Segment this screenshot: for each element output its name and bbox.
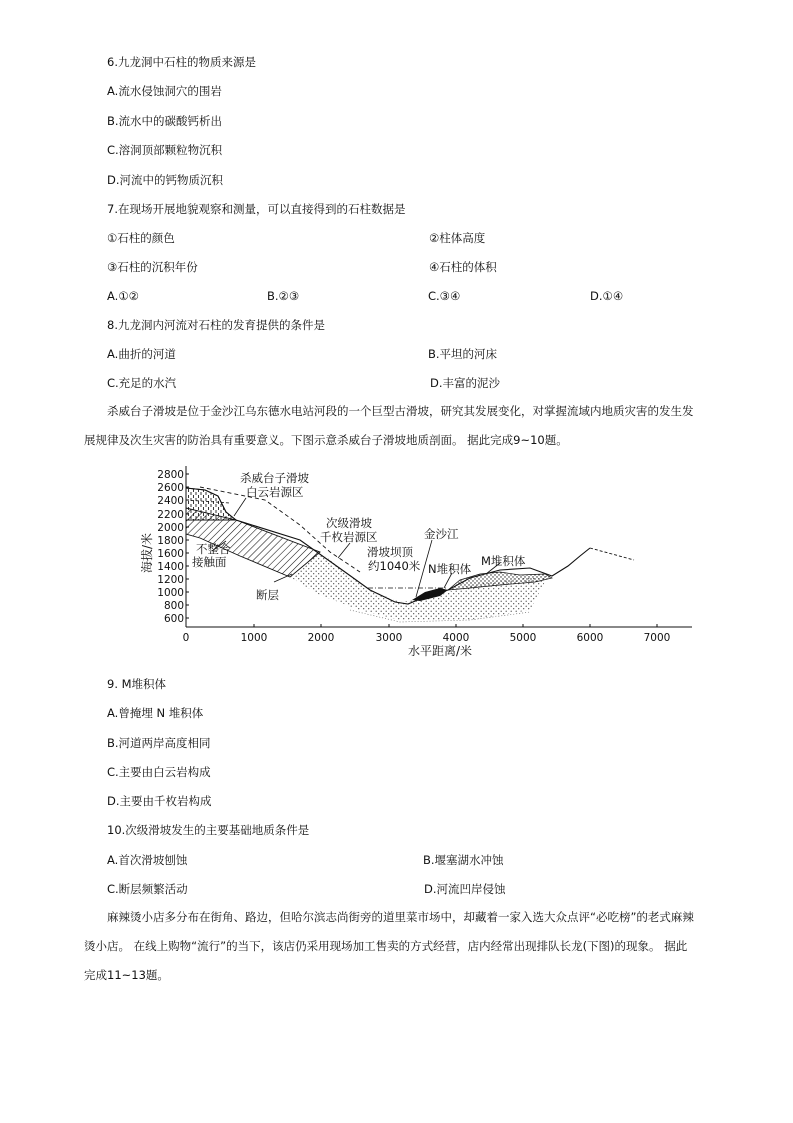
q9-stem: 9. M堆积体 xyxy=(107,677,167,691)
q9-option-c: C.主要由白云岩构成 xyxy=(107,765,211,779)
label-jinsha-river: 金沙江 xyxy=(424,527,459,541)
label-secondary-slide-l2: 千枚岩源区 xyxy=(320,530,378,544)
label-main-slide-l2: 白云岩源区 xyxy=(246,485,304,499)
x-axis-label: 水平距离/米 xyxy=(407,644,473,658)
q6-option-a: A.流水侵蚀洞穴的围岩 xyxy=(107,84,222,98)
label-m-deposit: M堆积体 xyxy=(481,554,526,568)
y-tick-label: 1400 xyxy=(157,561,184,573)
y-tick-label: 600 xyxy=(163,613,184,625)
y-tick-label: 800 xyxy=(163,600,184,612)
q9-option-b: B.河道两岸高度相同 xyxy=(107,736,211,750)
x-tick-label: 1000 xyxy=(240,632,268,644)
q10-option-d: D.河流凹岸侵蚀 xyxy=(424,882,506,896)
y-tick-label: 2000 xyxy=(157,522,184,534)
x-tick-label: 3000 xyxy=(375,632,403,644)
y-tick-label: 2200 xyxy=(157,509,184,521)
label-n-deposit: N堆积体 xyxy=(428,562,472,576)
x-tick-label: 4000 xyxy=(442,632,470,644)
x-tick-label: 6000 xyxy=(576,632,604,644)
q7-option-a: A.①② xyxy=(107,289,139,303)
label-fault: 断层 xyxy=(256,588,279,602)
label-dam-crest-l2: 约1040米 xyxy=(368,559,421,573)
q10-option-a: A.首次滑坡刨蚀 xyxy=(107,853,188,867)
y-tick-label: 2800 xyxy=(157,469,184,481)
x-tick-label: 7000 xyxy=(643,632,671,644)
q6-option-c: C.溶洞顶部颗粒物沉积 xyxy=(107,143,223,157)
q8-option-d: D.丰富的泥沙 xyxy=(430,376,501,390)
x-tick-label: 5000 xyxy=(509,632,537,644)
label-unconformity-l1: 不整合 xyxy=(196,542,231,556)
label-main-slide-l1: 杀威台子滑坡 xyxy=(240,471,309,485)
q6-option-b: B.流水中的碳酸钙析出 xyxy=(107,114,223,128)
q8-stem: 8.九龙洞内河流对石柱的发育提供的条件是 xyxy=(107,318,325,332)
y-axis-label: 海拔/米 xyxy=(140,532,154,574)
q7-option-d: D.①④ xyxy=(590,289,624,303)
y-tick-label: 2400 xyxy=(157,495,184,507)
q7-stem: 7.在现场开展地貌观察和测量，可以直接得到的石柱数据是 xyxy=(107,202,406,216)
q7-statement-2: ②柱体高度 xyxy=(429,231,486,245)
passage-malatang: 麻辣烫小店多分布在街角、路边，但哈尔滨志尚街旁的道里菜市场中，却藏着一家入选大众点评“必吃榜”的老式麻辣烫小店。 在线上购物“流行”的当下，该店仍采用现场加工售卖的方式经营，店内经常出现排队长龙(下图)的现象。 据此完成11~13题。 xyxy=(84,910,694,982)
q9-option-d: D.主要由千枚岩构成 xyxy=(107,794,212,808)
y-tick-label: 1200 xyxy=(157,574,184,586)
q7-statement-4: ④石柱的体积 xyxy=(429,260,497,274)
label-secondary-slide-l1: 次级滑坡 xyxy=(326,516,372,530)
q8-option-b: B.平坦的河床 xyxy=(428,347,498,361)
q8-option-c: C.充足的水汽 xyxy=(107,376,177,390)
passage-landslide: 杀威台子滑坡是位于金沙江乌东德水电站河段的一个巨型古滑坡，研究其发展变化，对掌握流域内地质灾害的发生发展规律及次生灾害的防治具有重要意义。下图示意杀威台子滑坡地质剖面。 据此完成9~10题。 xyxy=(84,404,694,447)
x-tick-label: 0 xyxy=(182,632,190,644)
q6-stem: 6.九龙洞中石柱的物质来源是 xyxy=(107,55,256,69)
q9-option-a: A.曾掩埋 N 堆积体 xyxy=(107,706,204,720)
q10-option-b: B.堰塞湖水冲蚀 xyxy=(423,853,504,867)
landslide-profile-figure xyxy=(138,462,698,660)
q7-option-b: B.②③ xyxy=(267,289,300,303)
label-dam-crest-l1: 滑坡坝顶 xyxy=(367,545,413,559)
q6-option-d: D.河流中的钙物质沉积 xyxy=(107,173,224,187)
x-tick-label: 2000 xyxy=(307,632,335,644)
q7-statement-3: ③石柱的沉积年份 xyxy=(107,260,198,274)
y-tick-label: 1600 xyxy=(157,548,184,560)
y-tick-label: 1800 xyxy=(157,535,184,547)
q7-statement-1: ①石柱的颜色 xyxy=(107,231,175,245)
q8-option-a: A.曲折的河道 xyxy=(107,347,176,361)
label-unconformity-l2: 接触面 xyxy=(192,555,227,569)
q7-option-c: C.③④ xyxy=(428,289,461,303)
q10-option-c: C.断层频繁活动 xyxy=(107,882,188,896)
y-tick-label: 2600 xyxy=(157,482,184,494)
y-tick-label: 1000 xyxy=(157,587,184,599)
q10-stem: 10.次级滑坡发生的主要基础地质条件是 xyxy=(107,823,310,837)
